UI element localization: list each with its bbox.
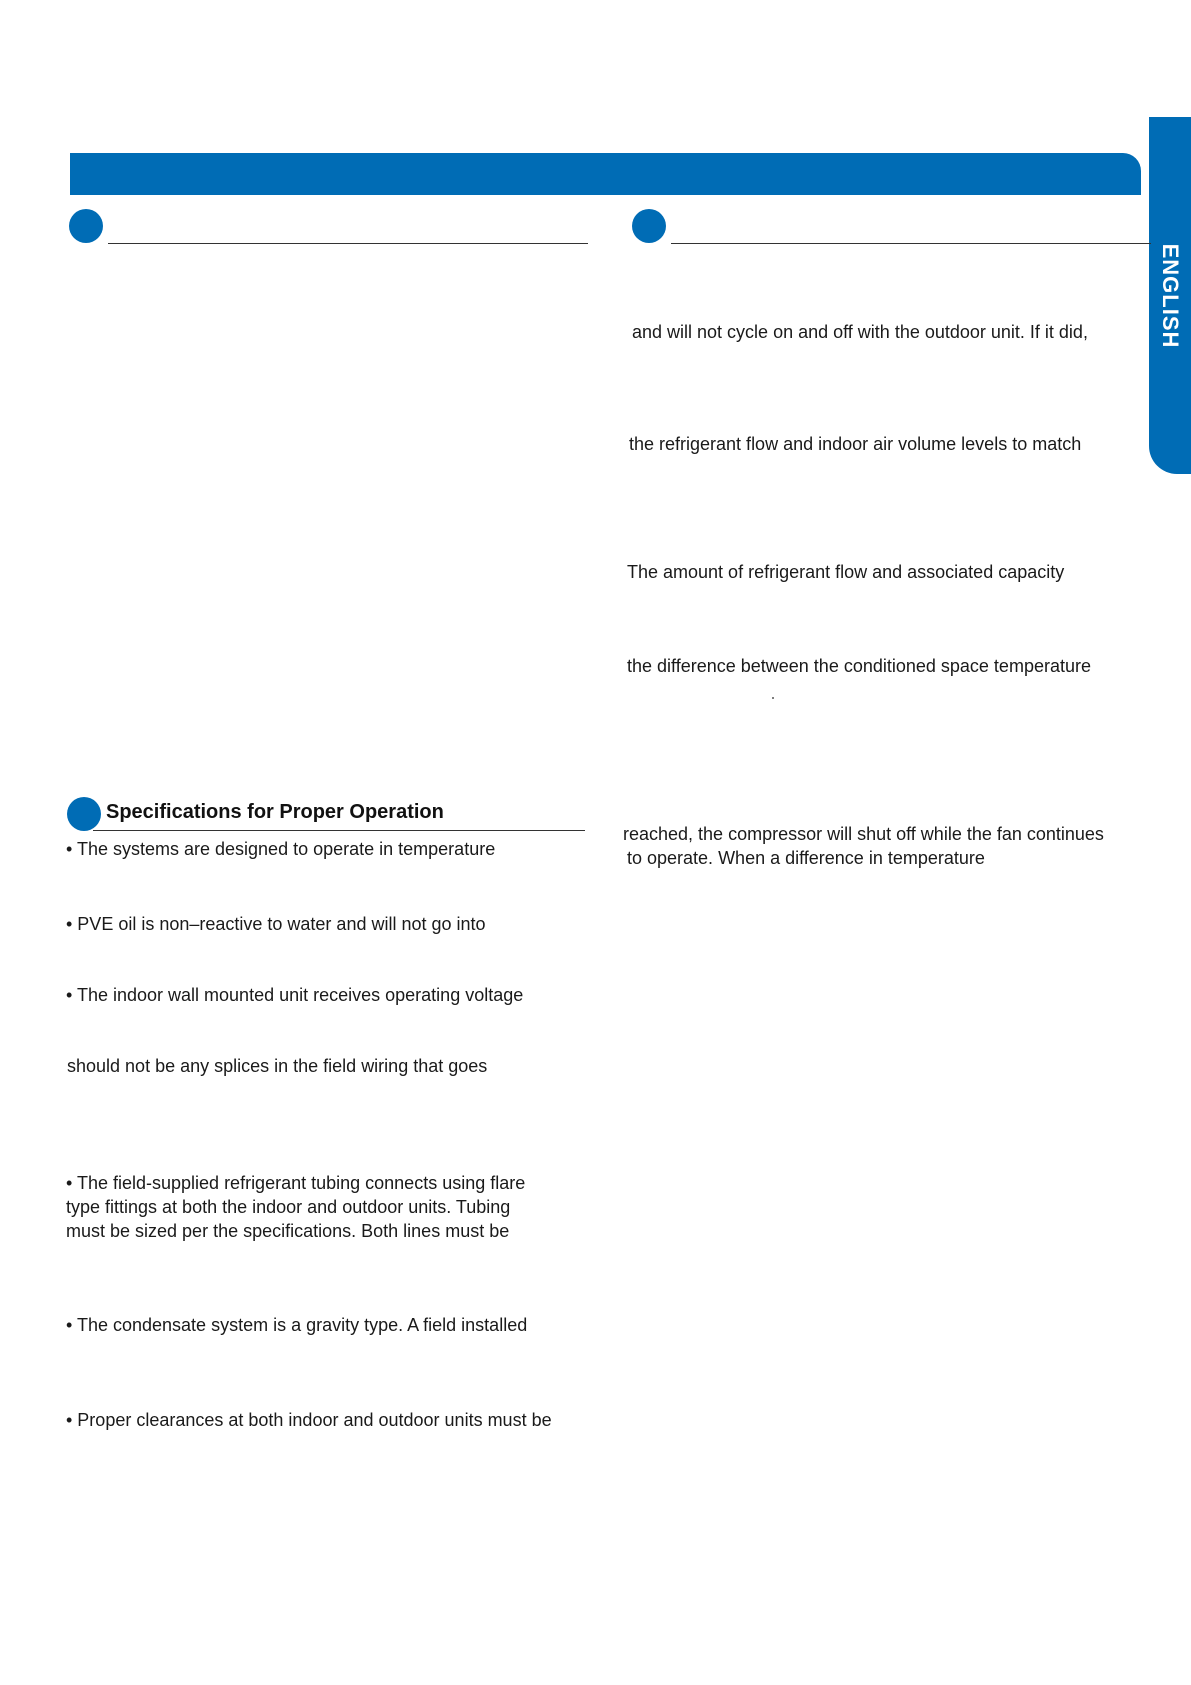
body-text-line: • PVE oil is non–reactive to water and will not go into (66, 914, 486, 934)
body-text-line: and will not cycle on and off with the outdoor unit. If it did, (632, 322, 1088, 342)
section-rule (93, 830, 585, 831)
body-text-line: • The field-supplied refrigerant tubing connects using flare (66, 1173, 526, 1193)
body-text-line: the difference between the conditioned space temperature (627, 656, 1091, 676)
section-heading: Specifications for Proper Operation (106, 801, 444, 823)
body-text-line: • The condensate system is a gravity type. A field installed (66, 1315, 528, 1335)
body-text-line: to operate. When a difference in temperature (627, 848, 985, 868)
body-text-line: • The systems are designed to operate in temperature (66, 839, 496, 859)
body-text-line: must be sized per the specifications. Both lines must be (66, 1221, 510, 1241)
stray-mark (772, 697, 774, 699)
section-bullet-icon (67, 797, 101, 831)
body-text-line: reached, the compressor will shut off while the fan continues (623, 824, 1104, 844)
section-rule (671, 243, 1151, 244)
section-bullet-icon (69, 209, 103, 243)
section-bullet-icon (632, 209, 666, 243)
body-text-line: the refrigerant flow and indoor air volume levels to match (629, 434, 1082, 454)
section-rule (108, 243, 588, 244)
language-tab (1149, 117, 1191, 474)
header-bar (70, 153, 1141, 195)
body-text-line: should not be any splices in the field wiring that goes (67, 1056, 488, 1076)
body-text-line: The amount of refrigerant flow and associated capacity (627, 562, 1065, 582)
body-text-line: type fittings at both the indoor and outdoor units. Tubing (66, 1197, 511, 1217)
body-text-line: • The indoor wall mounted unit receives operating voltage (66, 985, 524, 1005)
body-text-line: • Proper clearances at both indoor and outdoor units must be (66, 1410, 552, 1430)
language-tab-label: ENGLISH (1158, 243, 1183, 348)
